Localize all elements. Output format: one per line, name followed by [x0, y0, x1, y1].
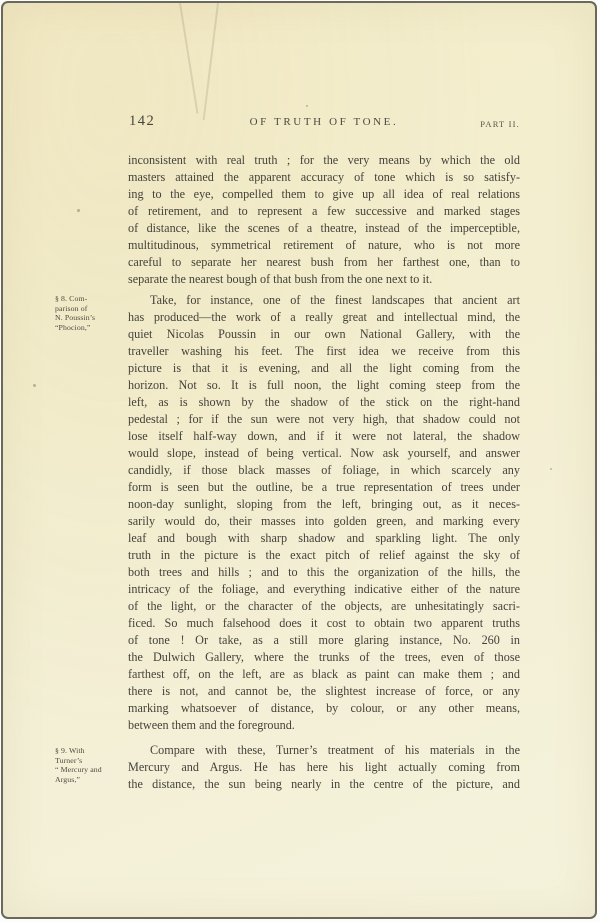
text-line: leaf and bough with sharp shadow and sparkling light. The only	[128, 531, 520, 545]
text-line: candidly, if those black masses of foliage, in which scarcely any	[128, 463, 520, 477]
margin-note-section-8	[55, 294, 117, 332]
running-title: OF TRUTH OF TONE.	[249, 116, 399, 128]
paper-crease	[179, 3, 198, 114]
margin-note-line: Argus,”	[55, 774, 81, 784]
text-line: has produced—the work of a really great and intellectual mind, the	[128, 310, 520, 324]
margin-note-section-9	[55, 746, 117, 784]
text-line: inconsistent with real truth ; for the very means by which the old	[128, 153, 520, 167]
paragraph	[128, 152, 520, 288]
text-line: traveller washing his feet. The first idea we receive from this	[128, 344, 520, 358]
text-line: ing to the eye, compelled them to give up all idea of real relations	[128, 187, 520, 201]
text-line: horizon. Not so. It is full noon, the light coming steep from the	[128, 378, 520, 392]
text-line: would slope, instead of being vertical. Now ask yourself, and answer	[128, 446, 520, 460]
text-line: masters attained the apparent accuracy of tone which is so satisfy-	[128, 170, 520, 184]
text-line: truth in the picture is the exact pitch of relief against the sky of	[128, 548, 520, 562]
text-line: both trees and hills ; and to this the organization of the hills, the	[128, 565, 520, 579]
margin-note-line: § 8. Com-	[55, 294, 88, 303]
text-line: Compare with these, Turner’s treatment of his materials in the	[150, 743, 520, 757]
text-line: multitudinous, symmetrical retirement of nature, who is not more	[128, 238, 520, 252]
text-line: Mercury and Argus. He has here his light actually coming from	[128, 760, 520, 774]
margin-note-line: “ Mercury and	[55, 765, 102, 775]
text-line: farthest off, on the left, are as black as paint can make them ; and	[128, 667, 520, 681]
text-line: there is not, and cannot be, the slightest increase of force, or any	[128, 684, 520, 698]
text-line: of tone ! Or take, as a still more glaring instance, No. 260 in	[128, 633, 520, 647]
text-line: the distance, the sun being nearly in the centre of the picture, and	[128, 777, 520, 791]
text-line: noon-day sunlight, sloping from the left, bringing out, as it neces-	[128, 497, 520, 511]
text-line: of retirement, and to represent a few successive and marked stages	[128, 204, 520, 218]
paper-speck	[33, 384, 36, 387]
margin-note-line: § 9. With	[55, 746, 85, 755]
text-line: between them and the foreground.	[128, 718, 295, 732]
paper-speck	[550, 468, 552, 470]
text-line: sarily would do, their masses into golden green, and marking every	[128, 514, 520, 528]
text-line: of the light, or the character of the objects, are unhesitatingly sacri-	[128, 599, 520, 613]
body-text	[128, 152, 520, 793]
paper-crease	[203, 3, 219, 120]
margin-note-line: Turner’s	[55, 755, 83, 765]
text-line: pedestal ; for if the sun were not very high, that shadow could not	[128, 412, 520, 426]
text-line: the Dulwich Gallery, where the trunks of the trees, even of those	[128, 650, 520, 664]
margin-note-line: parison of	[55, 303, 88, 313]
text-line: lose itself half-way down, and if it were not lateral, the shadow	[128, 429, 520, 443]
text-line: picture is that it is evening, and all the light coming from the	[128, 361, 520, 375]
text-line: separate the nearest bough of that bush from the one next to it.	[128, 272, 433, 286]
paper-speck	[77, 209, 80, 212]
margin-note-line: “Phocion,”	[55, 322, 91, 332]
book-page-scan	[1, 1, 597, 919]
margin-note-line: N. Poussin’s	[55, 313, 96, 323]
text-line: marking whatsoever of distance, by colour, or any other means,	[128, 701, 520, 715]
paper-speck	[306, 105, 308, 107]
text-line: intricacy of the foliage, and everything indicative either of the nature	[128, 582, 520, 596]
text-line: ficed. So much falsehood does it cost to obtain two apparent truths	[128, 616, 520, 630]
page-number: 142	[129, 113, 156, 129]
paragraph	[128, 292, 520, 734]
text-line: form is seen but the outline, be a true representation of trees under	[128, 480, 520, 494]
text-line: Take, for instance, one of the finest landscapes that ancient art	[150, 293, 520, 307]
page-header	[128, 113, 520, 133]
text-line: of distance, like the scenes of a theatre, instead of the imperceptible,	[128, 221, 520, 235]
part-label: PART II.	[480, 119, 520, 129]
paragraph	[128, 742, 520, 793]
text-line: careful to separate her nearest bush from her farthest one, than to	[128, 255, 520, 269]
text-line: quiet Nicolas Poussin in our own National Gallery, with the	[128, 327, 520, 341]
text-line: left, as is shown by the shadow of the stick on the right-hand	[128, 395, 520, 409]
